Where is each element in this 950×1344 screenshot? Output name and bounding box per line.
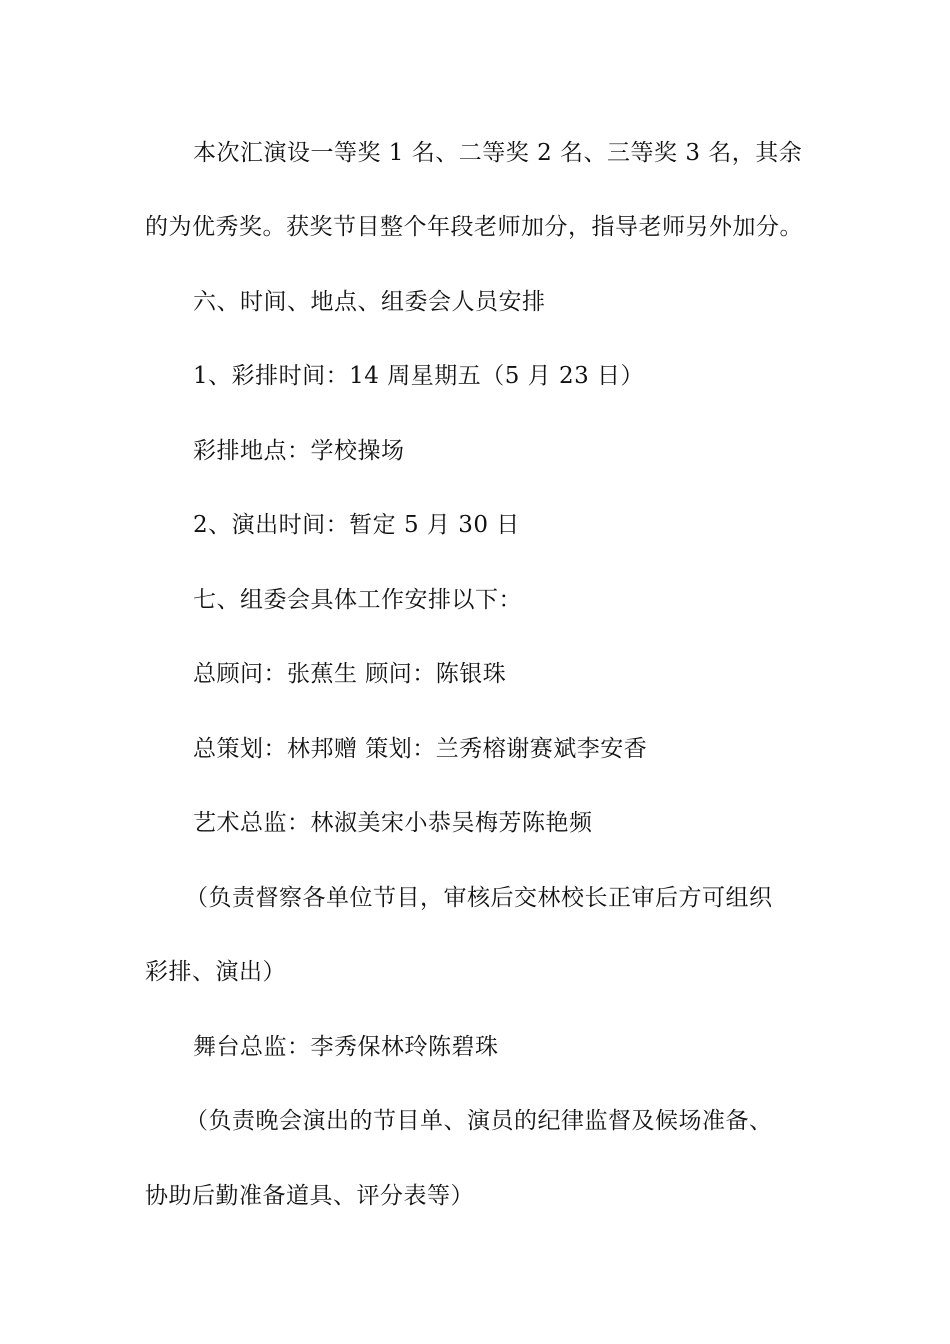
award-paragraph-line-2: 的为优秀奖。获奖节目整个年段老师加分，指导老师另外加分。 <box>145 214 803 240</box>
award-paragraph-line-1: 本次汇演设一等奖 1 名、二等奖 2 名、三等奖 3 名，其余 <box>193 140 803 166</box>
section-heading-schedule: 六、时间、地点、组委会人员安排 <box>193 289 546 315</box>
section-heading-committee: 七、组委会具体工作安排以下： <box>193 587 522 613</box>
stage-directors-duty-line-1: （负责晚会演出的节目单、演员的纪律监督及候场准备、 <box>185 1108 773 1134</box>
art-directors-duty-line-2: 彩排、演出） <box>145 959 286 985</box>
art-directors-duty-line-1: （负责督察各单位节目，审核后交林校长正审后方可组织 <box>185 885 773 911</box>
planners-line: 总策划：林邦赠 策划：兰秀榕谢赛斌李安香 <box>193 736 648 762</box>
art-directors-line: 艺术总监：林淑美宋小恭吴梅芳陈艳频 <box>193 810 593 836</box>
stage-directors-duty-line-2: 协助后勤准备道具、评分表等） <box>145 1183 474 1209</box>
rehearsal-location: 彩排地点：学校操场 <box>193 438 405 464</box>
advisors-line: 总顾问：张蕉生 顾问：陈银珠 <box>193 661 507 687</box>
rehearsal-time: 1、彩排时间：14 周星期五（5 月 23 日） <box>193 363 645 389</box>
stage-directors-line: 舞台总监：李秀保林玲陈碧珠 <box>193 1034 499 1060</box>
performance-time: 2、演出时间：暂定 5 月 30 日 <box>193 512 520 538</box>
